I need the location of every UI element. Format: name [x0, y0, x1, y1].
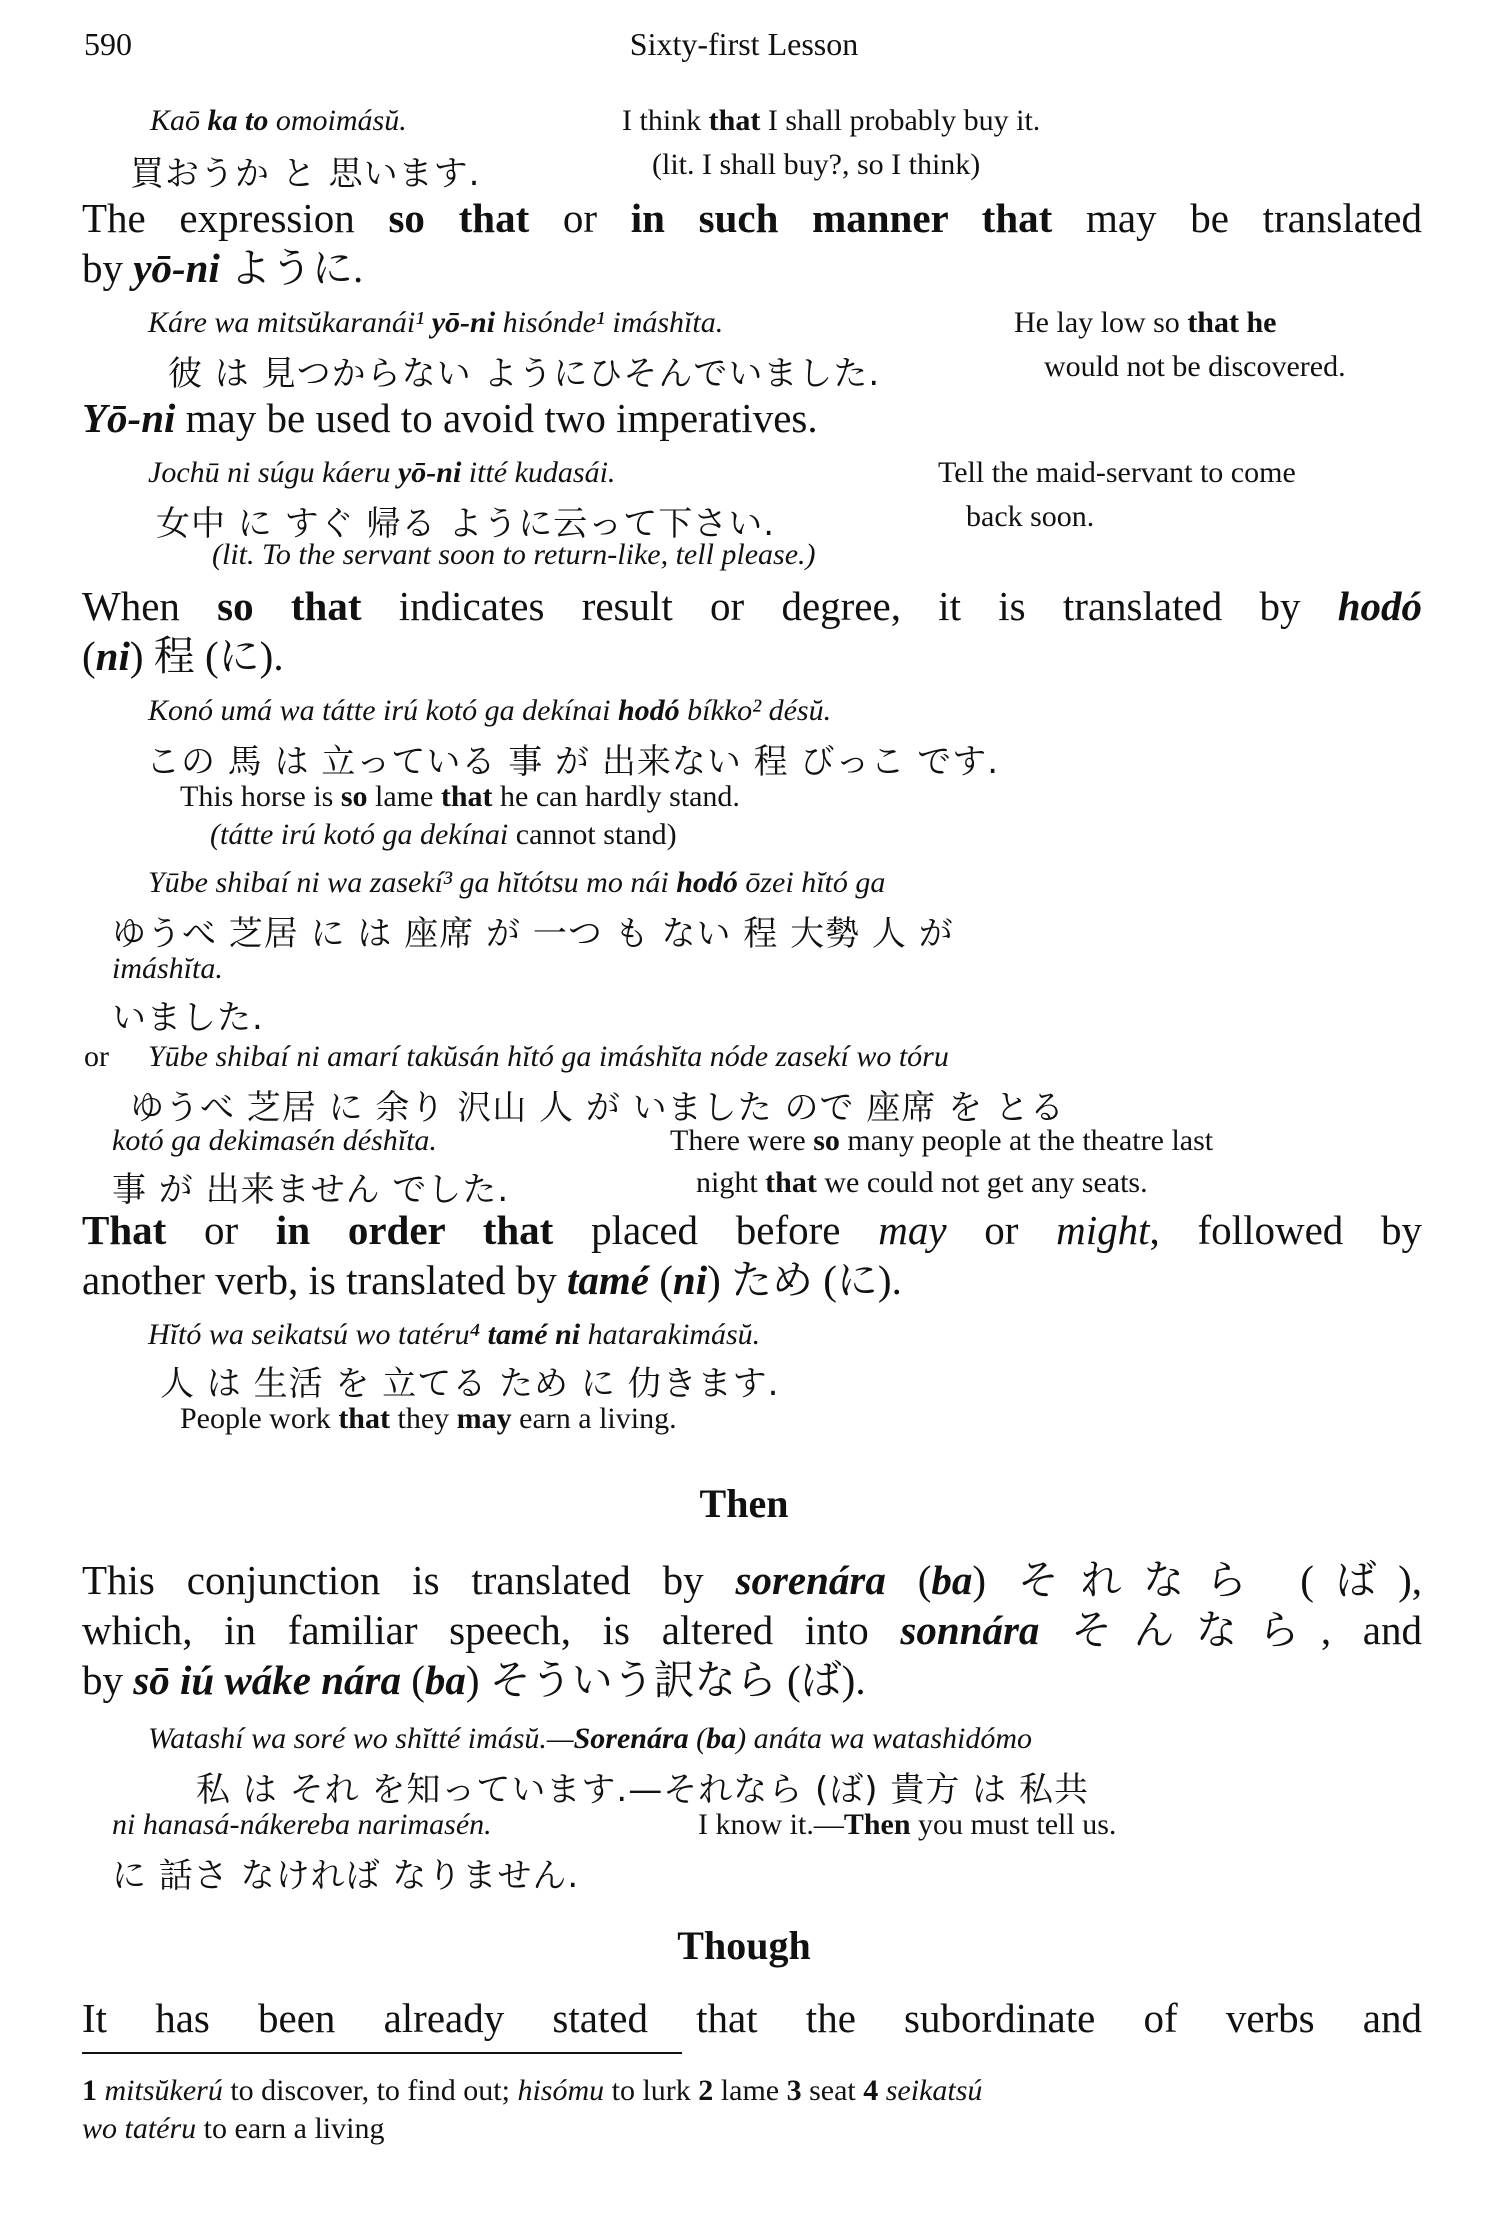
- example-romaji: kotó ga dekimasén déshĭta.: [112, 1124, 437, 1157]
- text: by: [82, 1657, 134, 1703]
- text: earn a living.: [511, 1402, 677, 1435]
- example-romaji: [148, 1318, 760, 1352]
- text: ) それなら (ば),: [972, 1557, 1422, 1603]
- text: The expression: [82, 195, 389, 241]
- italic-text: mitsŭkerú: [97, 2074, 223, 2107]
- text: placed before: [553, 1207, 879, 1253]
- page-number: 590: [84, 26, 132, 62]
- text: they: [389, 1402, 457, 1435]
- text: to earn a living: [196, 2112, 385, 2145]
- footnote-line: [82, 2072, 1422, 2110]
- romaji-keyword: yō-ni: [431, 306, 496, 339]
- text: (: [400, 1657, 425, 1703]
- text: This horse is: [180, 780, 341, 813]
- text: There were: [670, 1124, 814, 1157]
- italic-text: seikatsú: [878, 2074, 983, 2107]
- romaji-keyword: tamé ni: [487, 1318, 581, 1351]
- romaji-word: Kaō: [150, 104, 201, 137]
- romaji-keyword: ka to: [207, 104, 269, 137]
- text: ) そういう訳なら (ば).: [465, 1657, 866, 1703]
- italic-text: hisómu: [517, 2074, 605, 2107]
- example-translation: Tell the maid-servant to come: [938, 456, 1296, 489]
- example-translation: [1014, 306, 1276, 340]
- romaji-keyword: yō-ni: [397, 456, 462, 489]
- text: ) 程 (に).: [129, 633, 284, 679]
- text: ように.: [219, 245, 364, 291]
- text: People work: [180, 1402, 339, 1435]
- bold-text: that: [440, 780, 493, 813]
- romaji-keyword: hodó: [676, 866, 738, 899]
- keyword: yō-ni: [133, 245, 220, 291]
- romaji-keyword: hodó: [617, 694, 680, 727]
- example-romaji: [148, 306, 723, 340]
- keyword: ba: [931, 1557, 973, 1603]
- romaji-word: Káre wa mitsŭkaranái¹: [148, 306, 432, 339]
- text: , followed by: [1149, 1207, 1422, 1253]
- bold-text: so that: [217, 583, 362, 629]
- romaji-keyword: Sorenára: [573, 1722, 689, 1755]
- example-translation: [622, 104, 1040, 138]
- text: indicates result or degree, it is translated by: [361, 583, 1338, 629]
- text: another verb, is translated by: [82, 1257, 568, 1303]
- example-japanese: ゆうべ 芝居 に は 座席 が 一つ も ない 程 大勢 人 が: [112, 914, 954, 954]
- text: (: [82, 633, 96, 679]
- romaji-word: hisónde¹ imáshĭta.: [495, 306, 724, 339]
- example-translation-cont: would not be discovered.: [1044, 350, 1346, 383]
- example-japanese: 事 が 出来ません でした.: [112, 1170, 510, 1210]
- example-translation: [180, 780, 740, 814]
- text: or: [529, 195, 631, 241]
- keyword: sonnára: [900, 1607, 1040, 1653]
- example-romaji: [148, 456, 615, 490]
- romaji-word: Jochū ni súgu káeru: [148, 456, 398, 489]
- example-note: [210, 818, 677, 852]
- italic-text: (tátte irú kotó ga dekínai: [210, 818, 509, 851]
- example-japanese: 女中 に すぐ 帰る ように云って下さい.: [156, 504, 776, 544]
- bold-text: may: [456, 1402, 512, 1435]
- paragraph-line: [82, 1256, 1422, 1304]
- bold-text: so: [340, 780, 368, 813]
- example-translation: [698, 1808, 1116, 1842]
- text: cannot stand): [508, 818, 677, 851]
- text: or: [166, 1207, 276, 1253]
- or-label: or: [84, 1040, 109, 1073]
- example-japanese: に 話さ なければ なりません.: [112, 1856, 580, 1896]
- example-japanese: ゆうべ 芝居 に 余り 沢山 人 が いました ので 座席 を とる: [130, 1088, 1065, 1128]
- example-literal: (lit. To the servant soon to return-like, tell please.): [212, 538, 816, 571]
- keyword: ba: [424, 1657, 466, 1703]
- text: This conjunction is translated by: [82, 1557, 736, 1603]
- example-japanese: いました.: [112, 998, 264, 1038]
- bold-text: that: [708, 104, 761, 137]
- paragraph-line: [82, 1606, 1422, 1654]
- keyword: ni: [95, 633, 130, 679]
- text: which, in familiar speech, is altered into: [82, 1607, 901, 1653]
- bold-text: that he: [1187, 306, 1277, 339]
- bold-text: in order that: [275, 1207, 554, 1253]
- text: by: [82, 245, 134, 291]
- text: you must tell us.: [910, 1808, 1117, 1841]
- example-translation: [180, 1402, 677, 1436]
- romaji-word: itté kudasái.: [461, 456, 616, 489]
- example-translation-cont: [696, 1166, 1148, 1200]
- text: night: [696, 1166, 766, 1199]
- bold-text: Then: [843, 1808, 911, 1841]
- bold-text: That: [82, 1207, 167, 1253]
- bold-text: so that: [388, 195, 530, 241]
- romaji-keyword: ba: [706, 1722, 737, 1755]
- text: I know it.—: [698, 1808, 844, 1841]
- text: may be translated: [1052, 195, 1422, 241]
- paragraph: [82, 394, 1422, 442]
- italic-text: might: [1056, 1207, 1150, 1253]
- example-romaji: ni hanasá-nákereba narimasén.: [112, 1808, 492, 1841]
- text: to lurk: [604, 2074, 699, 2107]
- footnote-line: [82, 2110, 1422, 2148]
- keyword: sorenára: [735, 1557, 886, 1603]
- footnote-rule: [82, 2052, 682, 2054]
- romaji-word: hatarakimásŭ.: [580, 1318, 761, 1351]
- example-literal: (lit. I shall buy?, so I think): [652, 148, 981, 181]
- paragraph: It has been already stated that the subordinate of verbs and: [82, 1995, 1422, 2041]
- paragraph: [82, 1206, 1422, 1254]
- footnote-number: 1: [82, 2074, 97, 2107]
- romaji-word: ) anáta wa watashidómo: [736, 1722, 1033, 1755]
- example-translation-cont: back soon.: [966, 500, 1095, 533]
- example-romaji: [148, 1722, 1032, 1756]
- footnote-number: 4: [863, 2074, 879, 2107]
- romaji-word: omoimásŭ.: [275, 104, 407, 137]
- romaji-word: Yūbe shibaí ni wa zasekí³ ga hĭtótsu mo nái: [148, 866, 677, 899]
- keyword: ni: [672, 1257, 708, 1303]
- keyword: hodó: [1337, 583, 1422, 629]
- text: ) ため (に).: [707, 1257, 902, 1303]
- example-japanese: 私 は それ を知っています.—それなら (ば) 貴方 は 私共: [196, 1770, 1089, 1810]
- example-japanese: 人 は 生活 を 立てる ため に 仂きます.: [160, 1364, 780, 1404]
- text: そんなら, and: [1039, 1607, 1423, 1653]
- example-romaji: Yūbe shibaí ni amarí takŭsán hĭtó ga imáshĭta nóde zasekí wo tóru: [148, 1040, 949, 1073]
- text: may be used to avoid two imperatives.: [175, 395, 818, 441]
- paragraph: [82, 194, 1422, 242]
- text: I shall probably buy it.: [760, 104, 1041, 137]
- text: I think: [622, 104, 709, 137]
- text: He lay low so: [1014, 306, 1188, 339]
- text: to discover, to find out;: [222, 2074, 518, 2107]
- example-romaji: [148, 866, 885, 900]
- text: When: [82, 583, 218, 629]
- footnote-number: 3: [786, 2074, 802, 2107]
- romaji-word: Hĭtó wa seikatsú wo tatéru⁴: [148, 1318, 488, 1351]
- section-heading-then: Then: [699, 1481, 789, 1526]
- keyword: Yō-ni: [82, 395, 176, 441]
- romaji-word: Watashí wa soré wo shĭtté imásŭ.—: [148, 1722, 574, 1755]
- example-romaji: imáshĭta.: [112, 952, 223, 985]
- text: or: [946, 1207, 1057, 1253]
- keyword: tamé: [567, 1257, 649, 1303]
- bold-text: in such manner that: [630, 195, 1053, 241]
- paragraph-line: [82, 244, 1422, 292]
- text: lame: [713, 2074, 787, 2107]
- paragraph: [82, 582, 1422, 630]
- bold-text: that: [338, 1402, 390, 1435]
- text: we could not get any seats.: [816, 1166, 1148, 1199]
- italic-text: may: [878, 1207, 947, 1253]
- text: lame: [367, 780, 441, 813]
- example-japanese: この 馬 は 立っている 事 が 出来ない 程 びっこ です.: [146, 742, 1000, 782]
- text: he can hardly stand.: [492, 780, 740, 813]
- romaji-word: (: [688, 1722, 707, 1755]
- romaji-word: bíkko² désŭ.: [679, 694, 832, 727]
- keyword: sō iú wáke nára: [133, 1657, 401, 1703]
- text: (: [885, 1557, 932, 1603]
- romaji-word: Konó umá wa tátte irú kotó ga dekínai: [148, 694, 618, 727]
- running-title: Sixty-first Lesson: [629, 26, 859, 62]
- italic-text: wo tatéru: [82, 2112, 197, 2145]
- footnote-number: 2: [698, 2074, 714, 2107]
- text: many people at the theatre last: [839, 1124, 1214, 1157]
- bold-text: that: [765, 1166, 817, 1199]
- section-heading-though: Though: [677, 1923, 811, 1968]
- paragraph-line: [82, 1656, 1422, 1704]
- text: seat: [801, 2074, 864, 2107]
- paragraph-line: [82, 632, 1422, 680]
- example-romaji: [148, 694, 831, 728]
- example-romaji: [150, 104, 407, 138]
- page-header: [0, 26, 1488, 70]
- paragraph: [82, 1556, 1422, 1604]
- example-japanese: 買おうか と 思います.: [130, 154, 481, 194]
- romaji-word: ōzei hĭtó ga: [737, 866, 886, 899]
- example-japanese: 彼 は 見つからない ようにひそんでいました.: [168, 354, 881, 394]
- example-translation: [670, 1124, 1213, 1158]
- text: (: [649, 1257, 673, 1303]
- bold-text: so: [813, 1124, 840, 1157]
